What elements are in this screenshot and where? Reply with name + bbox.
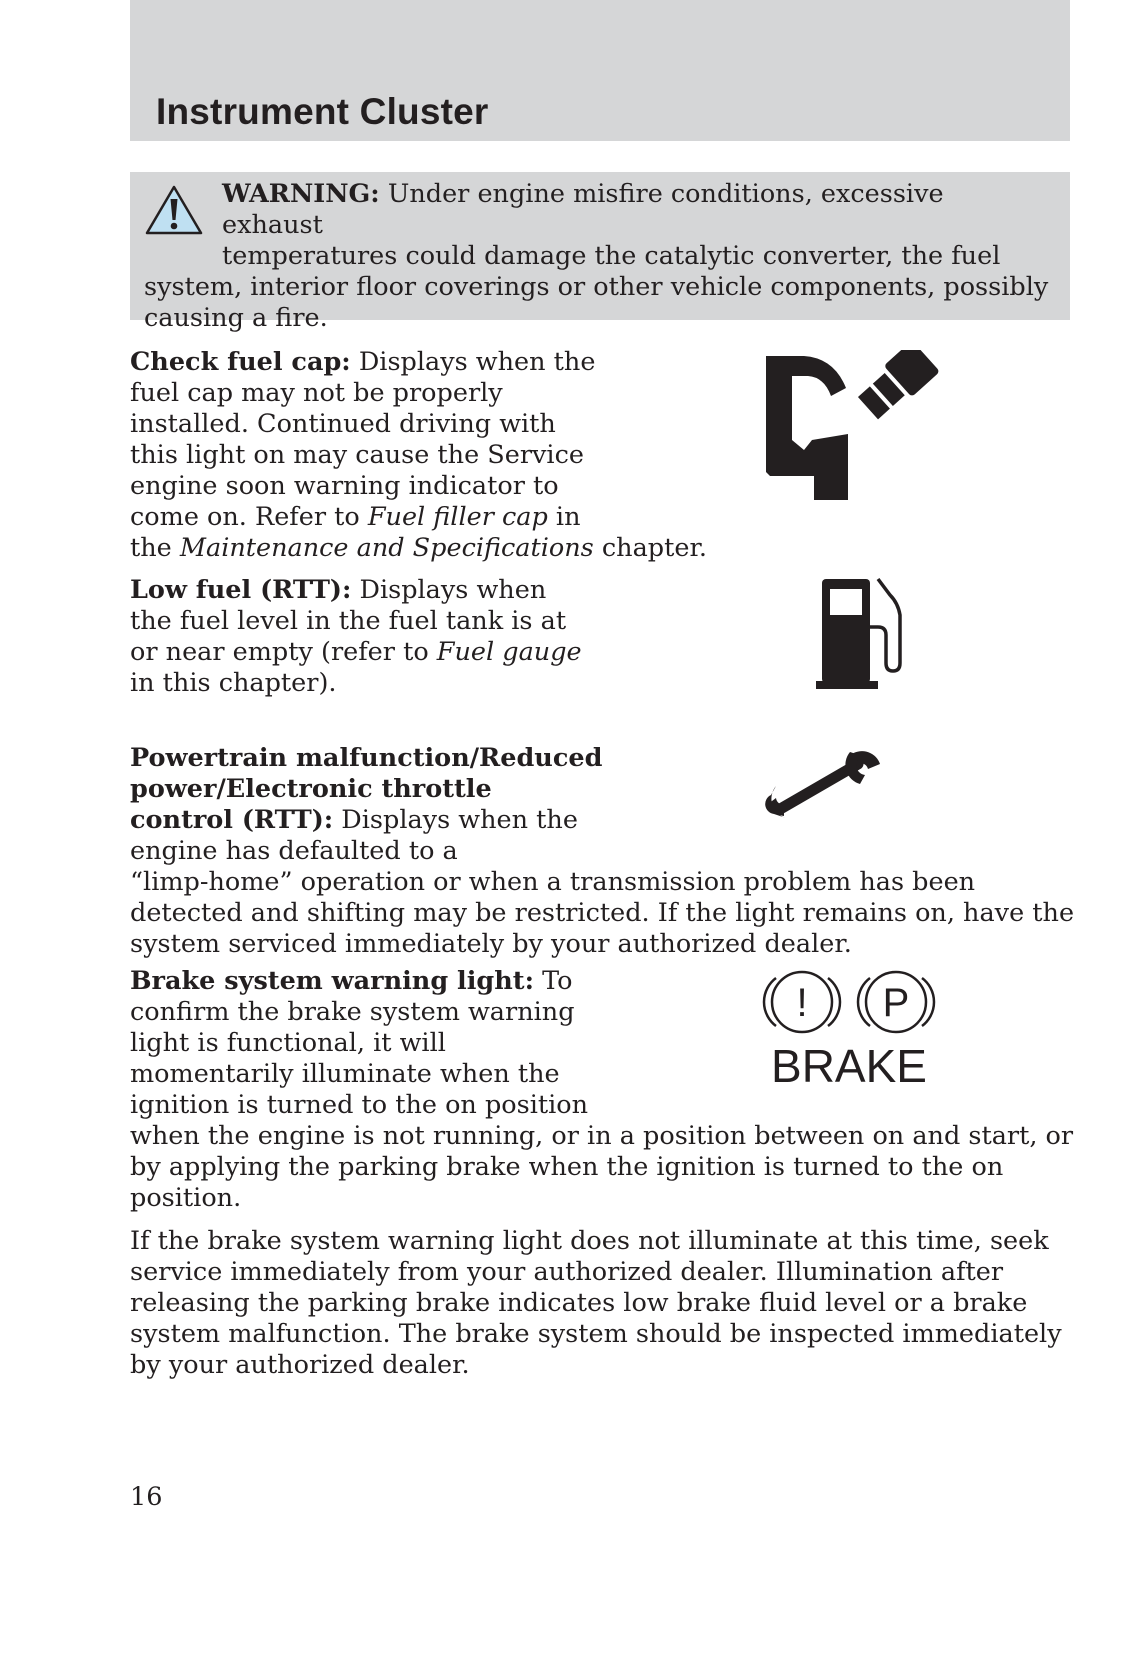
text-line: engine soon warning indicator to (130, 471, 559, 501)
warning-line-4: causing a fire. (144, 303, 328, 333)
text-line: come on. Refer to (130, 502, 368, 532)
text-line: or near empty (refer to (130, 637, 437, 667)
text-line: momentarily illuminate when the (130, 1059, 560, 1089)
fuel-pump-icon (814, 575, 914, 691)
text-line: the (130, 533, 180, 563)
powertrain-paragraph (130, 743, 1074, 960)
text-line: position. (130, 1183, 242, 1213)
warning-text (144, 179, 1049, 334)
text-line: light is functional, it will (130, 1028, 446, 1058)
fuel-cap-icon (762, 350, 940, 502)
powertrain-label-line-2: power/Electronic throttle (130, 774, 492, 804)
text-line: To (534, 966, 573, 996)
text-line: installed. Continued driving with (130, 409, 556, 439)
text-line: when the engine is not running, or in a position between on and start, or (130, 1121, 1074, 1151)
text-line: by applying the parking brake when the ignition is turned to the on (130, 1152, 1004, 1182)
warning-line-2: temperatures could damage the catalytic converter, the fuel (222, 241, 1001, 271)
brake-p-symbol: P (882, 981, 910, 1025)
text-line: Displays when the (350, 347, 596, 377)
text-line: in (547, 502, 581, 532)
text-line: engine has defaulted to a (130, 836, 458, 866)
text-line: releasing the parking brake indicates low brake fluid level or a brake (130, 1288, 1028, 1318)
powertrain-label-line-3: control (RTT): (130, 805, 334, 835)
brake-followup-paragraph (130, 1226, 1062, 1381)
maintenance-chapter-reference: Maintenance and Specifications (179, 533, 594, 563)
text-line: confirm the brake system warning (130, 997, 575, 1027)
brake-p-arc (922, 978, 934, 1026)
warning-line-1: Under engine misfire conditions, excessive exhaust (222, 179, 944, 240)
warning-line-3: system, interior floor coverings or other vehicle components, possibly (144, 272, 1049, 302)
text-line: If the brake system warning light does not illuminate at this time, seek (130, 1226, 1049, 1256)
text-line: Displays when the (333, 805, 578, 835)
low-fuel-paragraph (130, 575, 582, 699)
text-line: ignition is turned to the on position (130, 1090, 589, 1120)
text-line: by your authorized dealer. (130, 1350, 470, 1380)
powertrain-label-line-1: Powertrain malfunction/Reduced (130, 743, 603, 773)
brake-warning-icon (762, 966, 936, 1090)
text-line: the fuel level in the fuel tank is at (130, 606, 567, 636)
text-line: in this chapter). (130, 668, 337, 698)
brake-p-arc (858, 978, 870, 1026)
brake-label: Brake system warning light: (130, 966, 534, 996)
text-line: system serviced immediately by your authorized dealer. (130, 929, 852, 959)
wrench-icon (764, 742, 888, 828)
brake-exclaim-symbol: ! (796, 981, 808, 1025)
text-line: this light on may cause the Service (130, 440, 584, 470)
text-line: chapter. (593, 533, 707, 563)
fuel-filler-cap-reference: Fuel filler cap (367, 502, 548, 532)
text-line: detected and shifting may be restricted. If the light remains on, have the (130, 898, 1075, 928)
low-fuel-label: Low fuel (RTT): (130, 575, 352, 605)
brake-exclaim-arc (828, 978, 840, 1026)
page-title: Instrument Cluster (156, 91, 489, 132)
warning-label: WARNING: (222, 179, 380, 209)
fuel-cap-paragraph (130, 347, 707, 564)
page-number: 16 (130, 1482, 163, 1512)
text-line: “limp-home” operation or when a transmission problem has been (130, 867, 976, 897)
text-line: Displays when (351, 575, 547, 605)
text-line: service immediately from your authorized dealer. Illumination after (130, 1257, 1004, 1287)
text-line: fuel cap may not be properly (130, 378, 503, 408)
brake-exclaim-arc (764, 978, 776, 1026)
fuel-gauge-reference: Fuel gauge (436, 637, 582, 667)
brake-icon-text: BRAKE (771, 1040, 927, 1090)
fuel-cap-label: Check fuel cap: (130, 347, 351, 377)
text-line: system malfunction. The brake system should be inspected immediately (130, 1319, 1062, 1349)
